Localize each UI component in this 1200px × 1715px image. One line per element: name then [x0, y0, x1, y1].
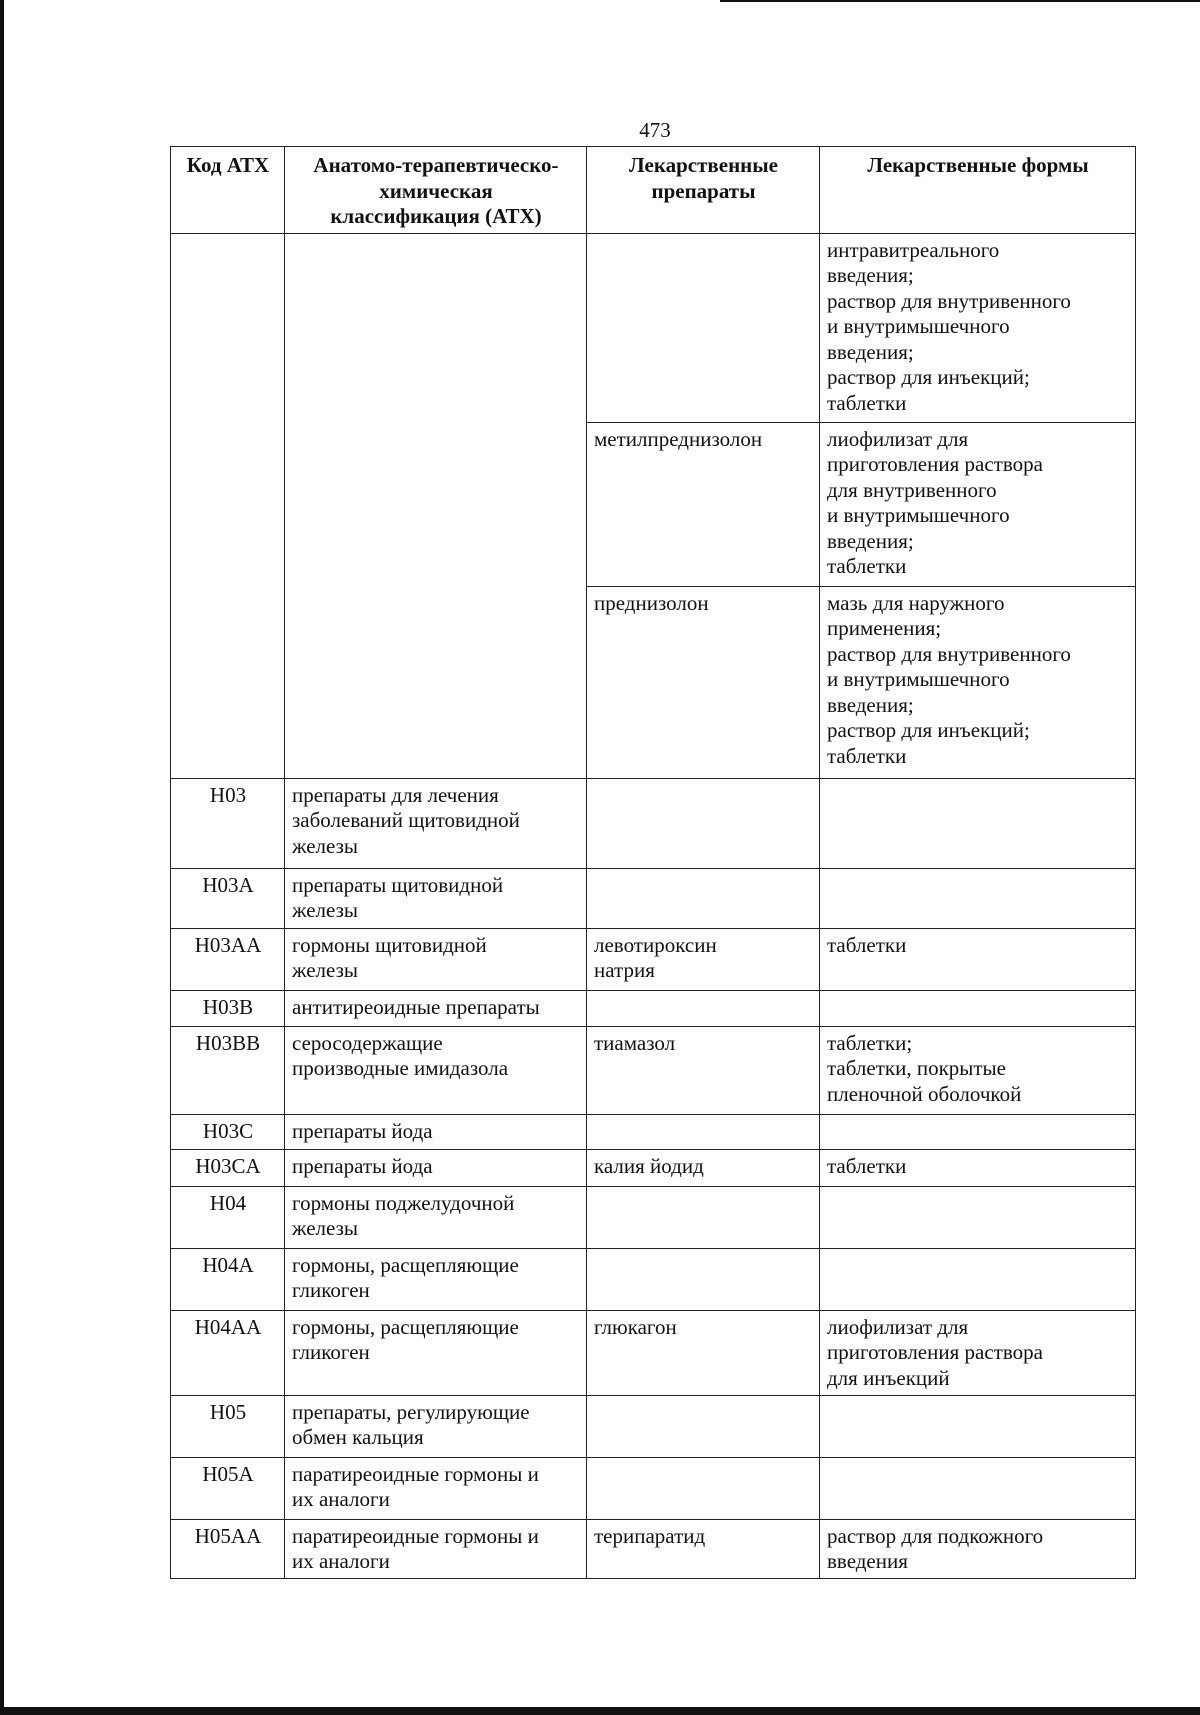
code-cell: H05AA: [171, 1519, 285, 1578]
drug-cell: левотироксин натрия: [587, 928, 820, 990]
page-frame-top: [720, 0, 1200, 2]
drug-cell: [587, 1186, 820, 1248]
drug-cell: метилпреднизолон: [587, 422, 820, 586]
forms-cell: [820, 1395, 1136, 1457]
table-row: [171, 233, 1136, 422]
code-cell: H03CA: [171, 1149, 285, 1186]
drug-cell: [587, 778, 820, 868]
atc-cell: препараты для лечения заболеваний щитовидной железы: [285, 778, 587, 868]
table-row: [171, 778, 1136, 868]
drug-cell: [587, 990, 820, 1026]
drug-cell: [587, 868, 820, 928]
atc-table: [170, 146, 1136, 1579]
atc-cell: гормоны, расщепляющие гликоген: [285, 1310, 587, 1395]
code-cell: H03BB: [171, 1026, 285, 1114]
drug-cell: тиамазол: [587, 1026, 820, 1114]
header-code: Код АТХ: [171, 147, 285, 234]
drug-cell: [587, 1248, 820, 1310]
drug-cell: [587, 1457, 820, 1519]
header-forms: Лекарственные формы: [820, 147, 1136, 234]
table-row: [171, 1186, 1136, 1248]
forms-cell: [820, 990, 1136, 1026]
atc-cell: гормоны поджелудочной железы: [285, 1186, 587, 1248]
forms-cell: раствор для подкожного введения: [820, 1519, 1136, 1578]
code-cell: H03A: [171, 868, 285, 928]
atc-cell: гормоны щитовидной железы: [285, 928, 587, 990]
page-frame-left: [0, 0, 4, 1715]
drug-cell: [587, 1114, 820, 1149]
table-row: [171, 1457, 1136, 1519]
drug-cell: калия йодид: [587, 1149, 820, 1186]
header-drugs: Лекарственные препараты: [587, 147, 820, 234]
table-row: [171, 1248, 1136, 1310]
code-cell: H03C: [171, 1114, 285, 1149]
table-row: [171, 1519, 1136, 1578]
drug-cell: [587, 1395, 820, 1457]
forms-cell: таблетки; таблетки, покрытые пленочной оболочкой: [820, 1026, 1136, 1114]
code-cell-empty: [171, 233, 285, 778]
forms-cell: [820, 778, 1136, 868]
code-cell: H05A: [171, 1457, 285, 1519]
table-row: [171, 928, 1136, 990]
atc-cell: препараты щитовидной железы: [285, 868, 587, 928]
atc-cell: гормоны, расщепляющие гликоген: [285, 1248, 587, 1310]
drug-cell: [587, 233, 820, 422]
drug-cell: глюкагон: [587, 1310, 820, 1395]
atc-cell-empty: [285, 233, 587, 778]
atc-cell: антитиреоидные препараты: [285, 990, 587, 1026]
table-row: [171, 868, 1136, 928]
atc-cell: препараты, регулирующие обмен кальция: [285, 1395, 587, 1457]
forms-cell: лиофилизат для приготовления раствора для внутривенного и внутримышечного введения; таблетки: [820, 422, 1136, 586]
forms-cell: мазь для наружного применения; раствор для внутривенного и внутримышечного введения; раствор для инъекций; таблетки: [820, 586, 1136, 778]
atc-cell: паратиреоидные гормоны и их аналоги: [285, 1519, 587, 1578]
table-row: [171, 1026, 1136, 1114]
code-cell: H03AA: [171, 928, 285, 990]
table-row: [171, 1310, 1136, 1395]
atc-cell: серосодержащие производные имидазола: [285, 1026, 587, 1114]
forms-cell: [820, 1457, 1136, 1519]
atc-cell: препараты йода: [285, 1114, 587, 1149]
page-number: 473: [639, 118, 671, 142]
drug-cell: преднизолон: [587, 586, 820, 778]
code-cell: H03: [171, 778, 285, 868]
forms-cell: [820, 1186, 1136, 1248]
table-row: [171, 1149, 1136, 1186]
forms-cell: [820, 1248, 1136, 1310]
forms-cell: лиофилизат для приготовления раствора для инъекций: [820, 1310, 1136, 1395]
table-row: [171, 990, 1136, 1026]
page-frame-bottom: [0, 1707, 1200, 1715]
atc-cell: паратиреоидные гормоны и их аналоги: [285, 1457, 587, 1519]
code-cell: H04: [171, 1186, 285, 1248]
forms-cell: таблетки: [820, 1149, 1136, 1186]
code-cell: H05: [171, 1395, 285, 1457]
table-row: [171, 1114, 1136, 1149]
forms-cell: [820, 1114, 1136, 1149]
code-cell: H04AA: [171, 1310, 285, 1395]
forms-cell: таблетки: [820, 928, 1136, 990]
header-atc: Анатомо-терапевтическо- химическая классификация (АТХ): [285, 147, 587, 234]
atc-cell: препараты йода: [285, 1149, 587, 1186]
forms-cell: интравитреального введения; раствор для внутривенного и внутримышечного введения; раствор для инъекций; таблетки: [820, 233, 1136, 422]
table-row: [171, 1395, 1136, 1457]
code-cell: H04A: [171, 1248, 285, 1310]
forms-cell: [820, 868, 1136, 928]
drug-cell: терипаратид: [587, 1519, 820, 1578]
code-cell: H03B: [171, 990, 285, 1026]
header-row: [171, 147, 1136, 234]
